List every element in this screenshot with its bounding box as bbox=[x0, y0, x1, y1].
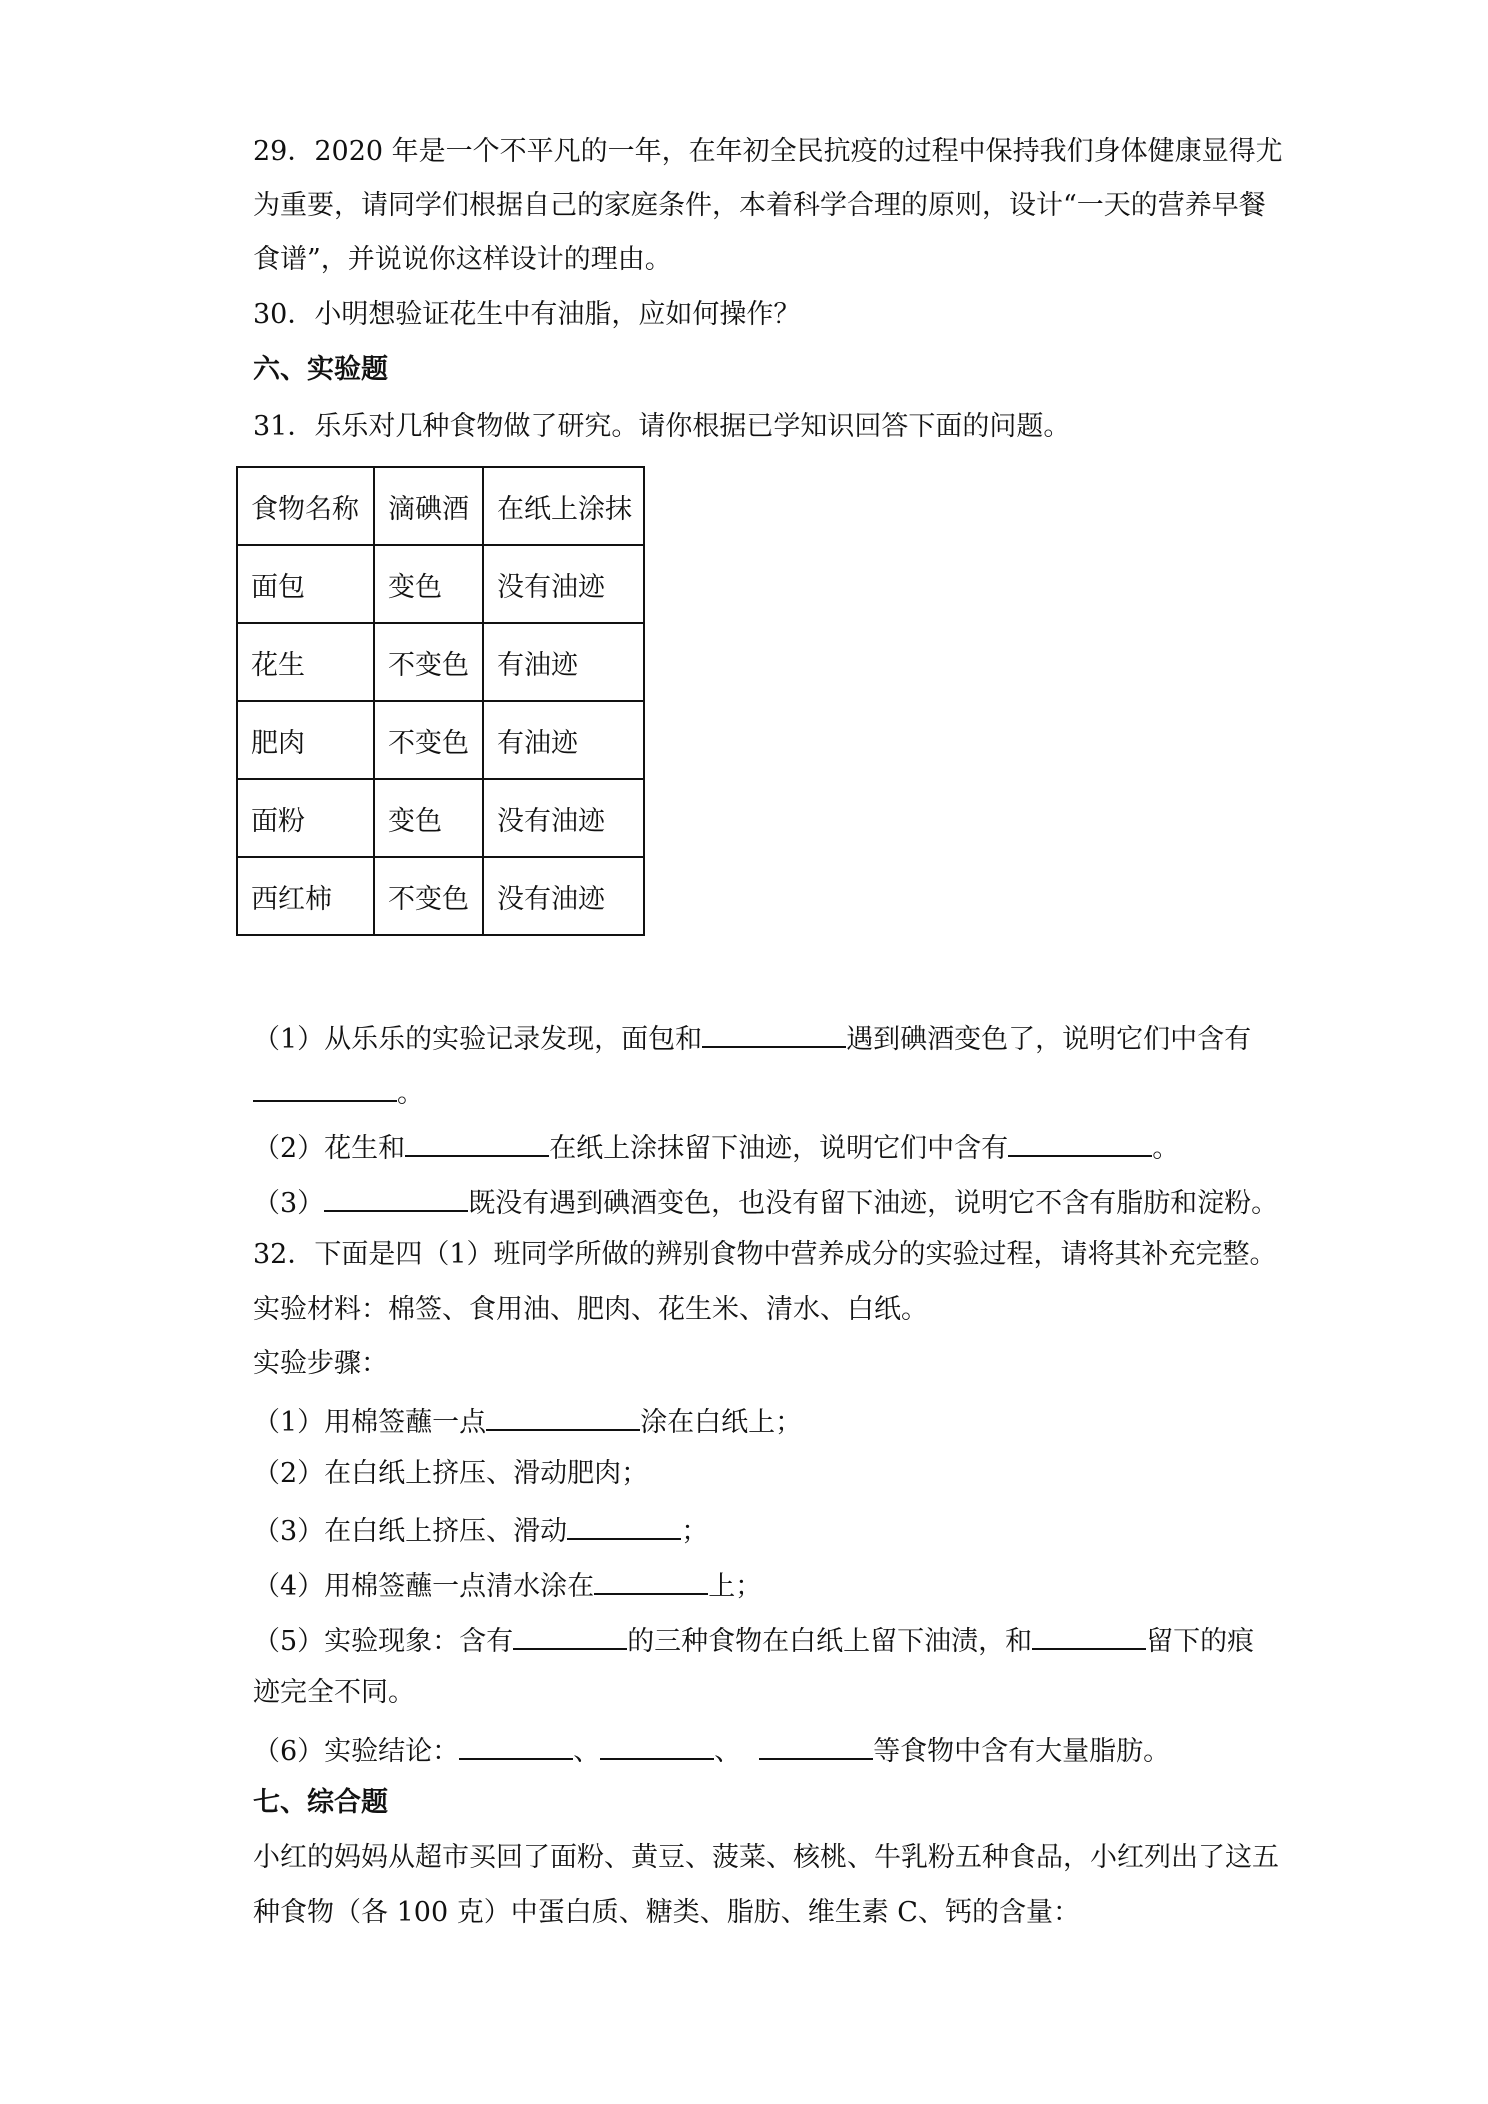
table-header-row bbox=[237, 467, 644, 545]
table-row bbox=[237, 545, 644, 623]
q32-steps-title: 实验步骤： bbox=[253, 1348, 388, 1379]
table-cell: 西红柿 bbox=[237, 857, 374, 935]
table-header-cell: 在纸上涂抹 bbox=[483, 467, 644, 545]
q31-part3 bbox=[253, 1186, 1278, 1217]
table-cell: 没有油迹 bbox=[483, 545, 644, 623]
food-test-table bbox=[236, 466, 645, 936]
table-cell: 面粉 bbox=[237, 779, 374, 857]
q31-p2-text-b: 在纸上涂抹留下油迹，说明它们中含有 bbox=[549, 1133, 1009, 1164]
q32-s5-text-b: 的三种食物在白纸上留下油渍，和 bbox=[627, 1626, 1033, 1657]
table-cell: 没有油迹 bbox=[483, 857, 644, 935]
table-cell: 有油迹 bbox=[483, 623, 644, 701]
q29-line3: 食谱”，并说说你这样设计的理由。 bbox=[253, 244, 672, 275]
q32-s1-text-a: （1）用棉签蘸一点 bbox=[253, 1407, 487, 1438]
q31-p3-text-b: 既没有遇到碘酒变色，也没有留下油迹，说明它不含有脂肪和淀粉。 bbox=[468, 1188, 1279, 1219]
q32-s3-text-a: （3）在白纸上挤压、滑动 bbox=[253, 1516, 568, 1547]
q31-part1-line2 bbox=[253, 1076, 424, 1107]
q31-intro: 31．乐乐对几种食物做了研究。请你根据已学知识回答下面的问题。 bbox=[253, 411, 1071, 442]
q32-s6-text-d: 等食物中含有大量脂肪。 bbox=[873, 1736, 1171, 1767]
answer-blank[interactable] bbox=[324, 1186, 468, 1212]
q31-part1-line1 bbox=[253, 1022, 1251, 1053]
q31-p1-text-a: （1）从乐乐的实验记录发现，面包和 bbox=[253, 1024, 703, 1055]
q32-s5-text-a: （5）实验现象：含有 bbox=[253, 1626, 514, 1657]
table-row bbox=[237, 623, 644, 701]
q32-step5-line2: 迹完全不同。 bbox=[253, 1677, 415, 1708]
table-cell: 不变色 bbox=[374, 623, 483, 701]
q31-p3-text-a: （3） bbox=[253, 1188, 325, 1219]
q32-step6 bbox=[253, 1734, 1170, 1765]
answer-blank[interactable] bbox=[702, 1022, 846, 1048]
q32-s6-text-b: 、 bbox=[573, 1736, 601, 1767]
answer-blank[interactable] bbox=[600, 1734, 714, 1760]
q32-step2: （2）在白纸上挤压、滑动肥肉； bbox=[253, 1458, 649, 1489]
q32-materials: 实验材料：棉签、食用油、肥肉、花生米、清水、白纸。 bbox=[253, 1294, 928, 1325]
q29-line2: 为重要，请同学们根据自己的家庭条件，本着科学合理的原则，设计“一天的营养早餐 bbox=[253, 190, 1266, 221]
q31-p2-text-a: （2）花生和 bbox=[253, 1133, 406, 1164]
q32-s6-text-a: （6）实验结论： bbox=[253, 1736, 460, 1767]
q32-step1 bbox=[253, 1405, 802, 1436]
answer-blank[interactable] bbox=[513, 1624, 627, 1650]
table-cell: 不变色 bbox=[374, 701, 483, 779]
table-cell: 没有油迹 bbox=[483, 779, 644, 857]
table-cell: 不变色 bbox=[374, 857, 483, 935]
q32-s1-text-b: 涂在白纸上； bbox=[640, 1407, 803, 1438]
table-cell: 有油迹 bbox=[483, 701, 644, 779]
section6-heading: 六、实验题 bbox=[253, 354, 388, 385]
table-row bbox=[237, 701, 644, 779]
table-header-cell: 食物名称 bbox=[237, 467, 374, 545]
q31-p2-text-c: 。 bbox=[1152, 1133, 1180, 1164]
q31-p1-text-b: 遇到碘酒变色了，说明它们中含有 bbox=[846, 1024, 1252, 1055]
section7-heading: 七、综合题 bbox=[253, 1787, 388, 1818]
q32-s3-text-b: ； bbox=[681, 1516, 709, 1547]
q33-line1: 小红的妈妈从超市买回了面粉、黄豆、菠菜、核桃、牛乳粉五种食品，小红列出了这五 bbox=[253, 1842, 1279, 1873]
q31-part2 bbox=[253, 1131, 1179, 1162]
answer-blank[interactable] bbox=[405, 1131, 549, 1157]
q32-s4-text-a: （4）用棉签蘸一点清水涂在 bbox=[253, 1571, 595, 1602]
table-cell: 花生 bbox=[237, 623, 374, 701]
answer-blank[interactable] bbox=[1008, 1131, 1152, 1157]
answer-blank[interactable] bbox=[459, 1734, 573, 1760]
table-cell: 面包 bbox=[237, 545, 374, 623]
q33-line2: 种食物（各 100 克）中蛋白质、糖类、脂肪、维生素 C、钙的含量： bbox=[253, 1897, 1080, 1928]
answer-blank[interactable] bbox=[594, 1569, 708, 1595]
table-cell: 变色 bbox=[374, 545, 483, 623]
answer-blank[interactable] bbox=[253, 1076, 397, 1102]
q32-intro: 32．下面是四（1）班同学所做的辨别食物中营养成分的实验过程，请将其补充完整。 bbox=[253, 1239, 1277, 1270]
table-header-cell: 滴碘酒 bbox=[374, 467, 483, 545]
q32-s5-text-c: 留下的痕 bbox=[1146, 1626, 1255, 1657]
q32-step4 bbox=[253, 1569, 762, 1600]
q29-line1: 29．2020 年是一个不平凡的一年，在年初全民抗疫的过程中保持我们身体健康显得尤 bbox=[253, 136, 1283, 167]
answer-blank[interactable] bbox=[486, 1405, 640, 1431]
table-cell: 变色 bbox=[374, 779, 483, 857]
q32-s6-text-c: 、 bbox=[714, 1736, 742, 1767]
table-row bbox=[237, 857, 644, 935]
q32-step5-line1 bbox=[253, 1624, 1254, 1655]
q31-p1-text-c: 。 bbox=[397, 1078, 424, 1109]
q32-s4-text-b: 上； bbox=[708, 1571, 763, 1602]
table-row bbox=[237, 779, 644, 857]
q32-step3 bbox=[253, 1514, 708, 1545]
answer-blank[interactable] bbox=[759, 1734, 873, 1760]
answer-blank[interactable] bbox=[567, 1514, 681, 1540]
answer-blank[interactable] bbox=[1032, 1624, 1146, 1650]
table-cell: 肥肉 bbox=[237, 701, 374, 779]
q30-text: 30．小明想验证花生中有油脂，应如何操作？ bbox=[253, 299, 801, 330]
